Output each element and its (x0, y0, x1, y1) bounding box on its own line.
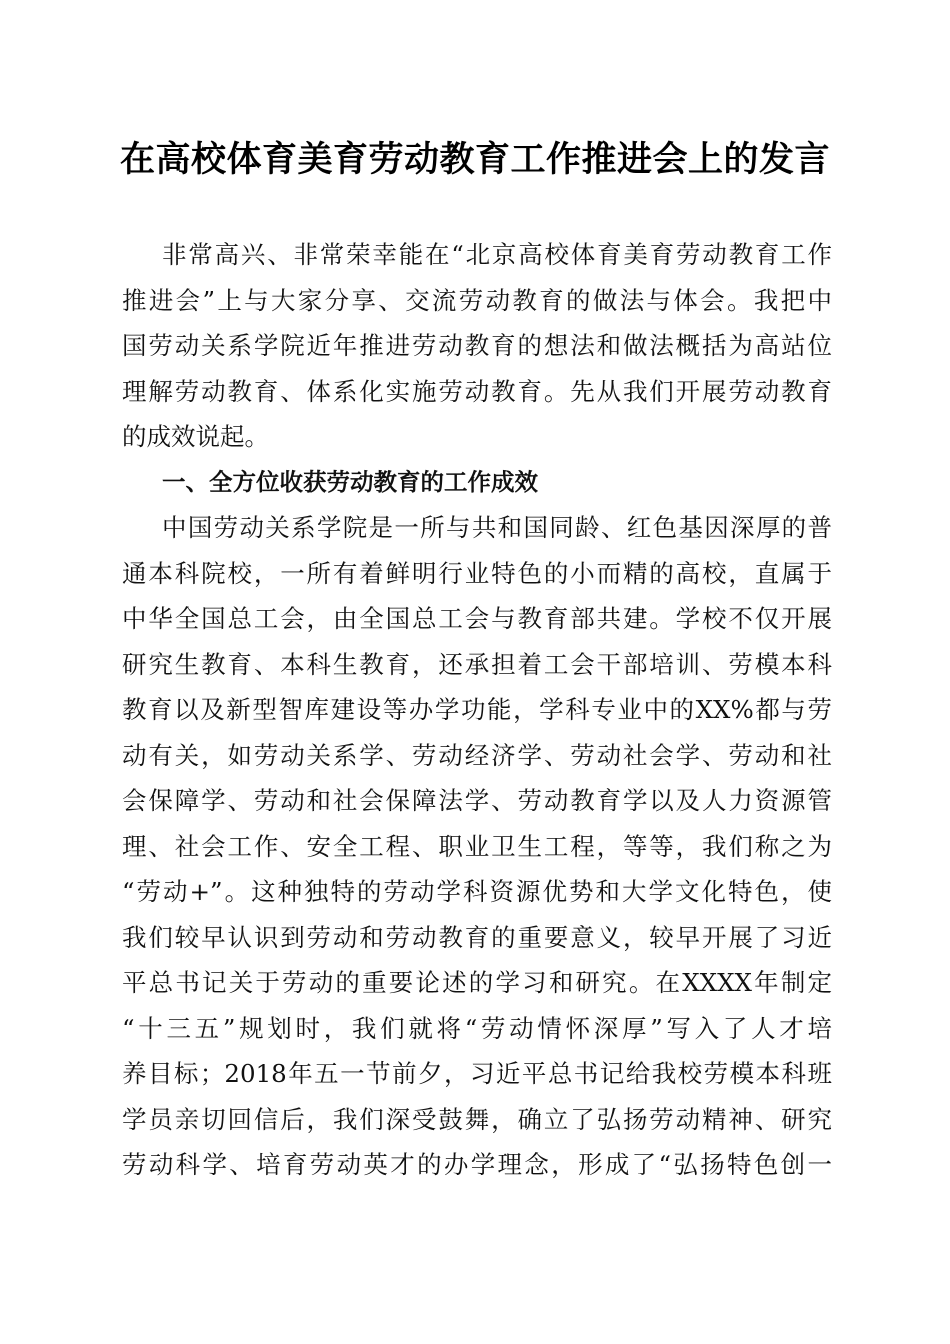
text-line: 会保障学、劳动和社会保障法学、劳动教育学以及人力资源管 (122, 786, 832, 815)
paragraph-body (122, 505, 832, 1188)
text-line: 动有关，如劳动关系学、劳动经济学、劳动社会学、劳动和社 (122, 740, 832, 770)
text-line: 我们较早认识到劳动和劳动教育的重要意义，较早开展了习近 (122, 922, 832, 952)
text-line: 教育以及新型智库建设等办学功能，学科专业中的XX%都与劳 (122, 695, 832, 724)
section-heading: 一、全方位收获劳动教育的工作成效 (162, 467, 538, 496)
text-line: 学员亲切回信后，我们深受鼓舞，确立了弘扬劳动精神、研究 (122, 1104, 832, 1134)
paragraph-intro (122, 232, 832, 460)
text-line: 理解劳动教育、体系化实施劳动教育。先从我们开展劳动教育 (122, 376, 832, 406)
text-line: 研究生教育、本科生教育，还承担着工会干部培训、劳模本科 (122, 649, 832, 679)
document-body (122, 232, 832, 1188)
text-line: 养目标；2018年五一节前夕，习近平总书记给我校劳模本科班 (122, 1059, 832, 1088)
text-line: “十三五”规划时，我们就将“劳动情怀深厚”写入了人才培 (122, 1013, 832, 1043)
text-line: 的成效说起。 (122, 422, 269, 451)
text-line: 中华全国总工会，由全国总工会与教育部共建。学校不仅开展 (122, 604, 832, 633)
text-line: 平总书记关于劳动的重要论述的学习和研究。在XXXX年制定 (122, 968, 832, 997)
text-line: 理、社会工作、安全工程、职业卫生工程，等等，我们称之为 (122, 831, 832, 861)
text-line: 通本科院校，一所有着鲜明行业特色的小而精的高校，直属于 (122, 558, 832, 588)
text-line: 推进会”上与大家分享、交流劳动教育的做法与体会。我把中 (122, 285, 832, 315)
text-line: “劳动+”。这种独特的劳动学科资源优势和大学文化特色，使 (122, 877, 832, 906)
text-line: 非常高兴、非常荣幸能在“北京高校体育美育劳动教育工作 (162, 240, 832, 269)
text-line: 劳动科学、培育劳动英才的办学理念，形成了“弘扬特色创一 (122, 1150, 832, 1179)
document-title: 在高校体育美育劳动教育工作推进会上的发言 (119, 139, 830, 180)
text-line: 国劳动关系学院近年推进劳动教育的想法和做法概括为高站位 (122, 331, 832, 360)
text-line: 中国劳动关系学院是一所与共和国同龄、红色基因深厚的普 (162, 513, 832, 542)
